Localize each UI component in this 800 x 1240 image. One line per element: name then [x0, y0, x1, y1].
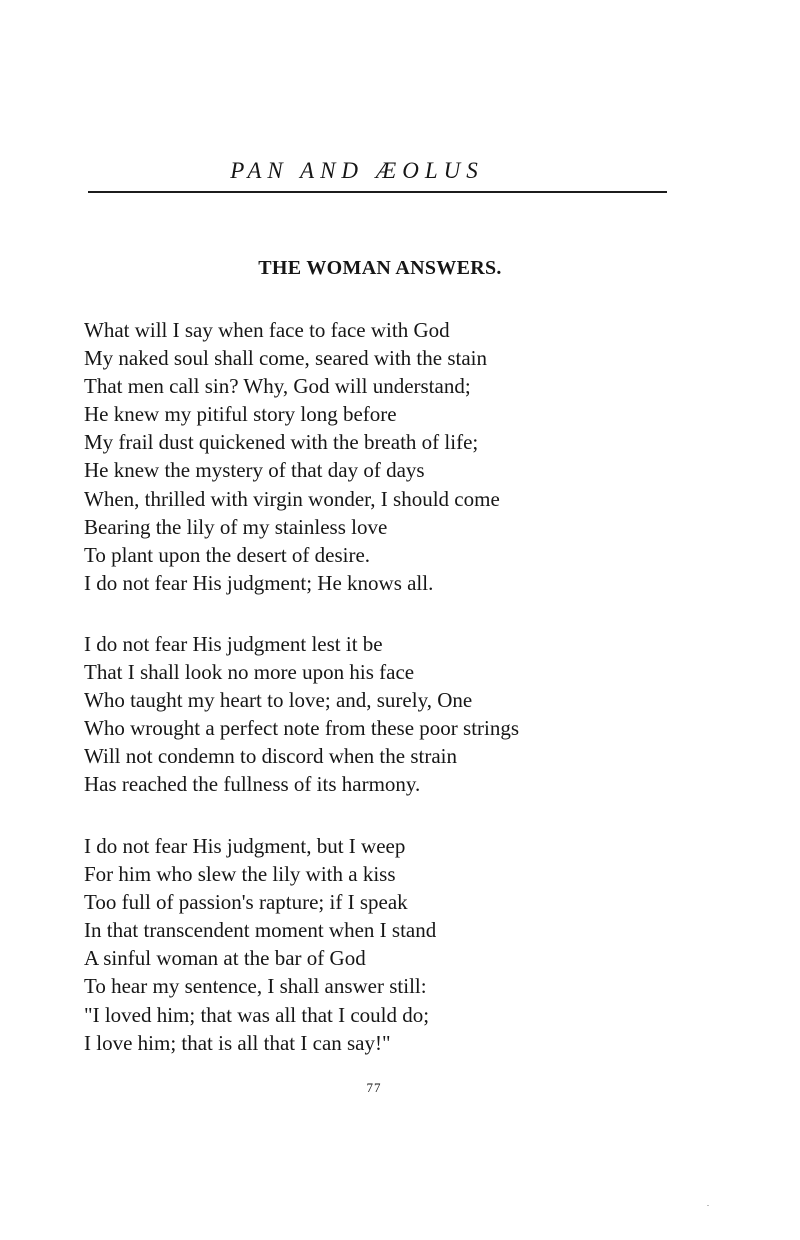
- poem-line: When, thrilled with virgin wonder, I should come: [84, 486, 500, 511]
- poem-line: I do not fear His judgment, but I weep: [84, 834, 406, 858]
- header-rule: [88, 191, 667, 193]
- poem-line: A sinful woman at the bar of God: [84, 946, 366, 971]
- page-number: 77: [366, 1080, 382, 1095]
- poem-line: To plant upon the desert of desire.: [84, 542, 371, 567]
- poem-line: I do not fear His judgment lest it be: [84, 632, 383, 656]
- poem-line: For him who slew the lily with a kiss: [84, 862, 396, 887]
- poem-line: Who wrought a perfect note from these poor strings: [84, 716, 520, 741]
- stanza-2: [84, 630, 519, 799]
- poem-title: THE WOMAN ANSWERS.: [258, 257, 502, 279]
- poem-line: I love him; that is all that I can say!": [84, 1030, 391, 1055]
- poem-line: In that transcendent moment when I stand: [84, 918, 437, 943]
- poem-line: Too full of passion's rapture; if I speak: [84, 890, 408, 915]
- poem-line: Who taught my heart to love; and, surely, One: [84, 688, 473, 713]
- poem-line: To hear my sentence, I shall answer still:: [84, 974, 427, 999]
- poem-line: "I loved him; that was all that I could do;: [84, 1002, 430, 1027]
- poem-line: Bearing the lily of my stainless love: [84, 514, 388, 539]
- stanza-1: [84, 316, 500, 597]
- stanza-3: [84, 832, 436, 1057]
- poem-line: My frail dust quickened with the breath of life;: [84, 430, 479, 455]
- poem-line: That men call sin? Why, God will understand;: [84, 374, 471, 399]
- poem-line: That I shall look no more upon his face: [84, 660, 415, 685]
- scan-speck: [707, 1205, 709, 1206]
- poem-line: I do not fear His judgment; He knows all.: [84, 570, 434, 595]
- poem-line: He knew the mystery of that day of days: [84, 458, 425, 483]
- poem-line: Will not condemn to discord when the strain: [84, 744, 457, 769]
- poem-line: He knew my pitiful story long before: [84, 402, 397, 427]
- poem-line: My naked soul shall come, seared with the stain: [84, 346, 487, 371]
- poem-line: Has reached the fullness of its harmony.: [84, 772, 421, 797]
- poem-line: What will I say when face to face with God: [84, 318, 450, 342]
- running-head: PAN AND ÆOLUS: [230, 158, 484, 183]
